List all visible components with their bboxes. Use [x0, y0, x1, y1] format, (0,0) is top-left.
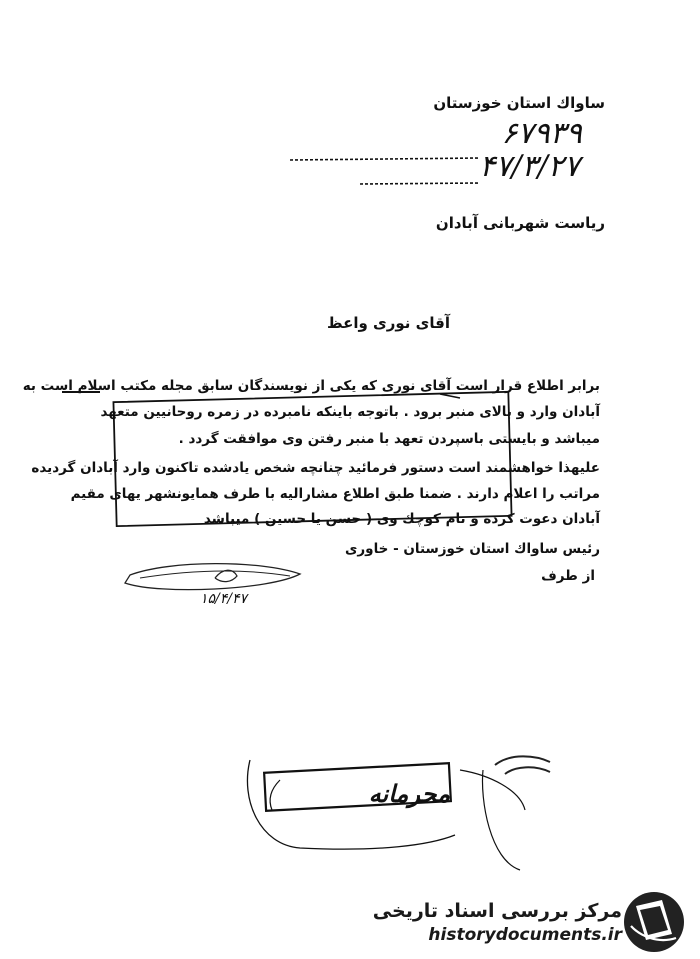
sender-line: ساواك استان خوزستان [433, 94, 605, 112]
body-line: مراتب را اعلام دارند . ضمنا طبق اطلاع مشاراليه با طرف همايونشهر يهای مقيم [70, 486, 600, 502]
watermark-url: historydocuments.ir [428, 925, 622, 945]
confidential-stamp-frame [247, 760, 525, 870]
handwritten-date: ۱۵/۴/۴۷ [200, 591, 248, 607]
from-label: از طرف [541, 568, 595, 584]
body-line: آبادان دعوت كرده و نام كوچك وی ( حسن يا حسين ) ميباشد [203, 511, 600, 527]
ref-strike-lines [290, 158, 480, 184]
reference-date: ۴۷/۳/۲۷ [479, 149, 580, 184]
subject-line: آقای نوری واعظ [327, 314, 450, 332]
body-line: آبادان وارد و بالای منبر برود . باتوجه باينكه نامبرده در زمره روحانيين متعهد [100, 404, 600, 420]
signature-stroke [140, 571, 290, 578]
signatory-line: رئيس ساواك استان خوزستان - خاوری [345, 541, 600, 557]
reference-number: ۶۷۹۳۹ [501, 116, 582, 151]
confidential-stamp-text: محرمانه [368, 779, 450, 808]
body-line: ميباشد و بايستی باسپردن تعهد با منبر رفتن وی موافقت گردد . [178, 431, 600, 447]
strike-line-2 [440, 394, 460, 398]
archive-logo-icon [624, 892, 684, 952]
recipient-line: رياست شهربانی آبادان [435, 214, 605, 232]
body-line: عليهذا خواهشمند است دستور فرمائيد چنانچه شخص يادشده تاكنون وارد آبادان گرديده [31, 460, 600, 476]
signature-flourish [215, 570, 237, 581]
body-line: برابر اطلاع قرار است آقای نوری كه يكی از نويسندگان سابق مجله مكتب اسلام است به [22, 378, 600, 394]
handwritten-mark [495, 756, 550, 774]
watermark-name: مرکز بررسی اسناد تاریخی [372, 900, 622, 922]
